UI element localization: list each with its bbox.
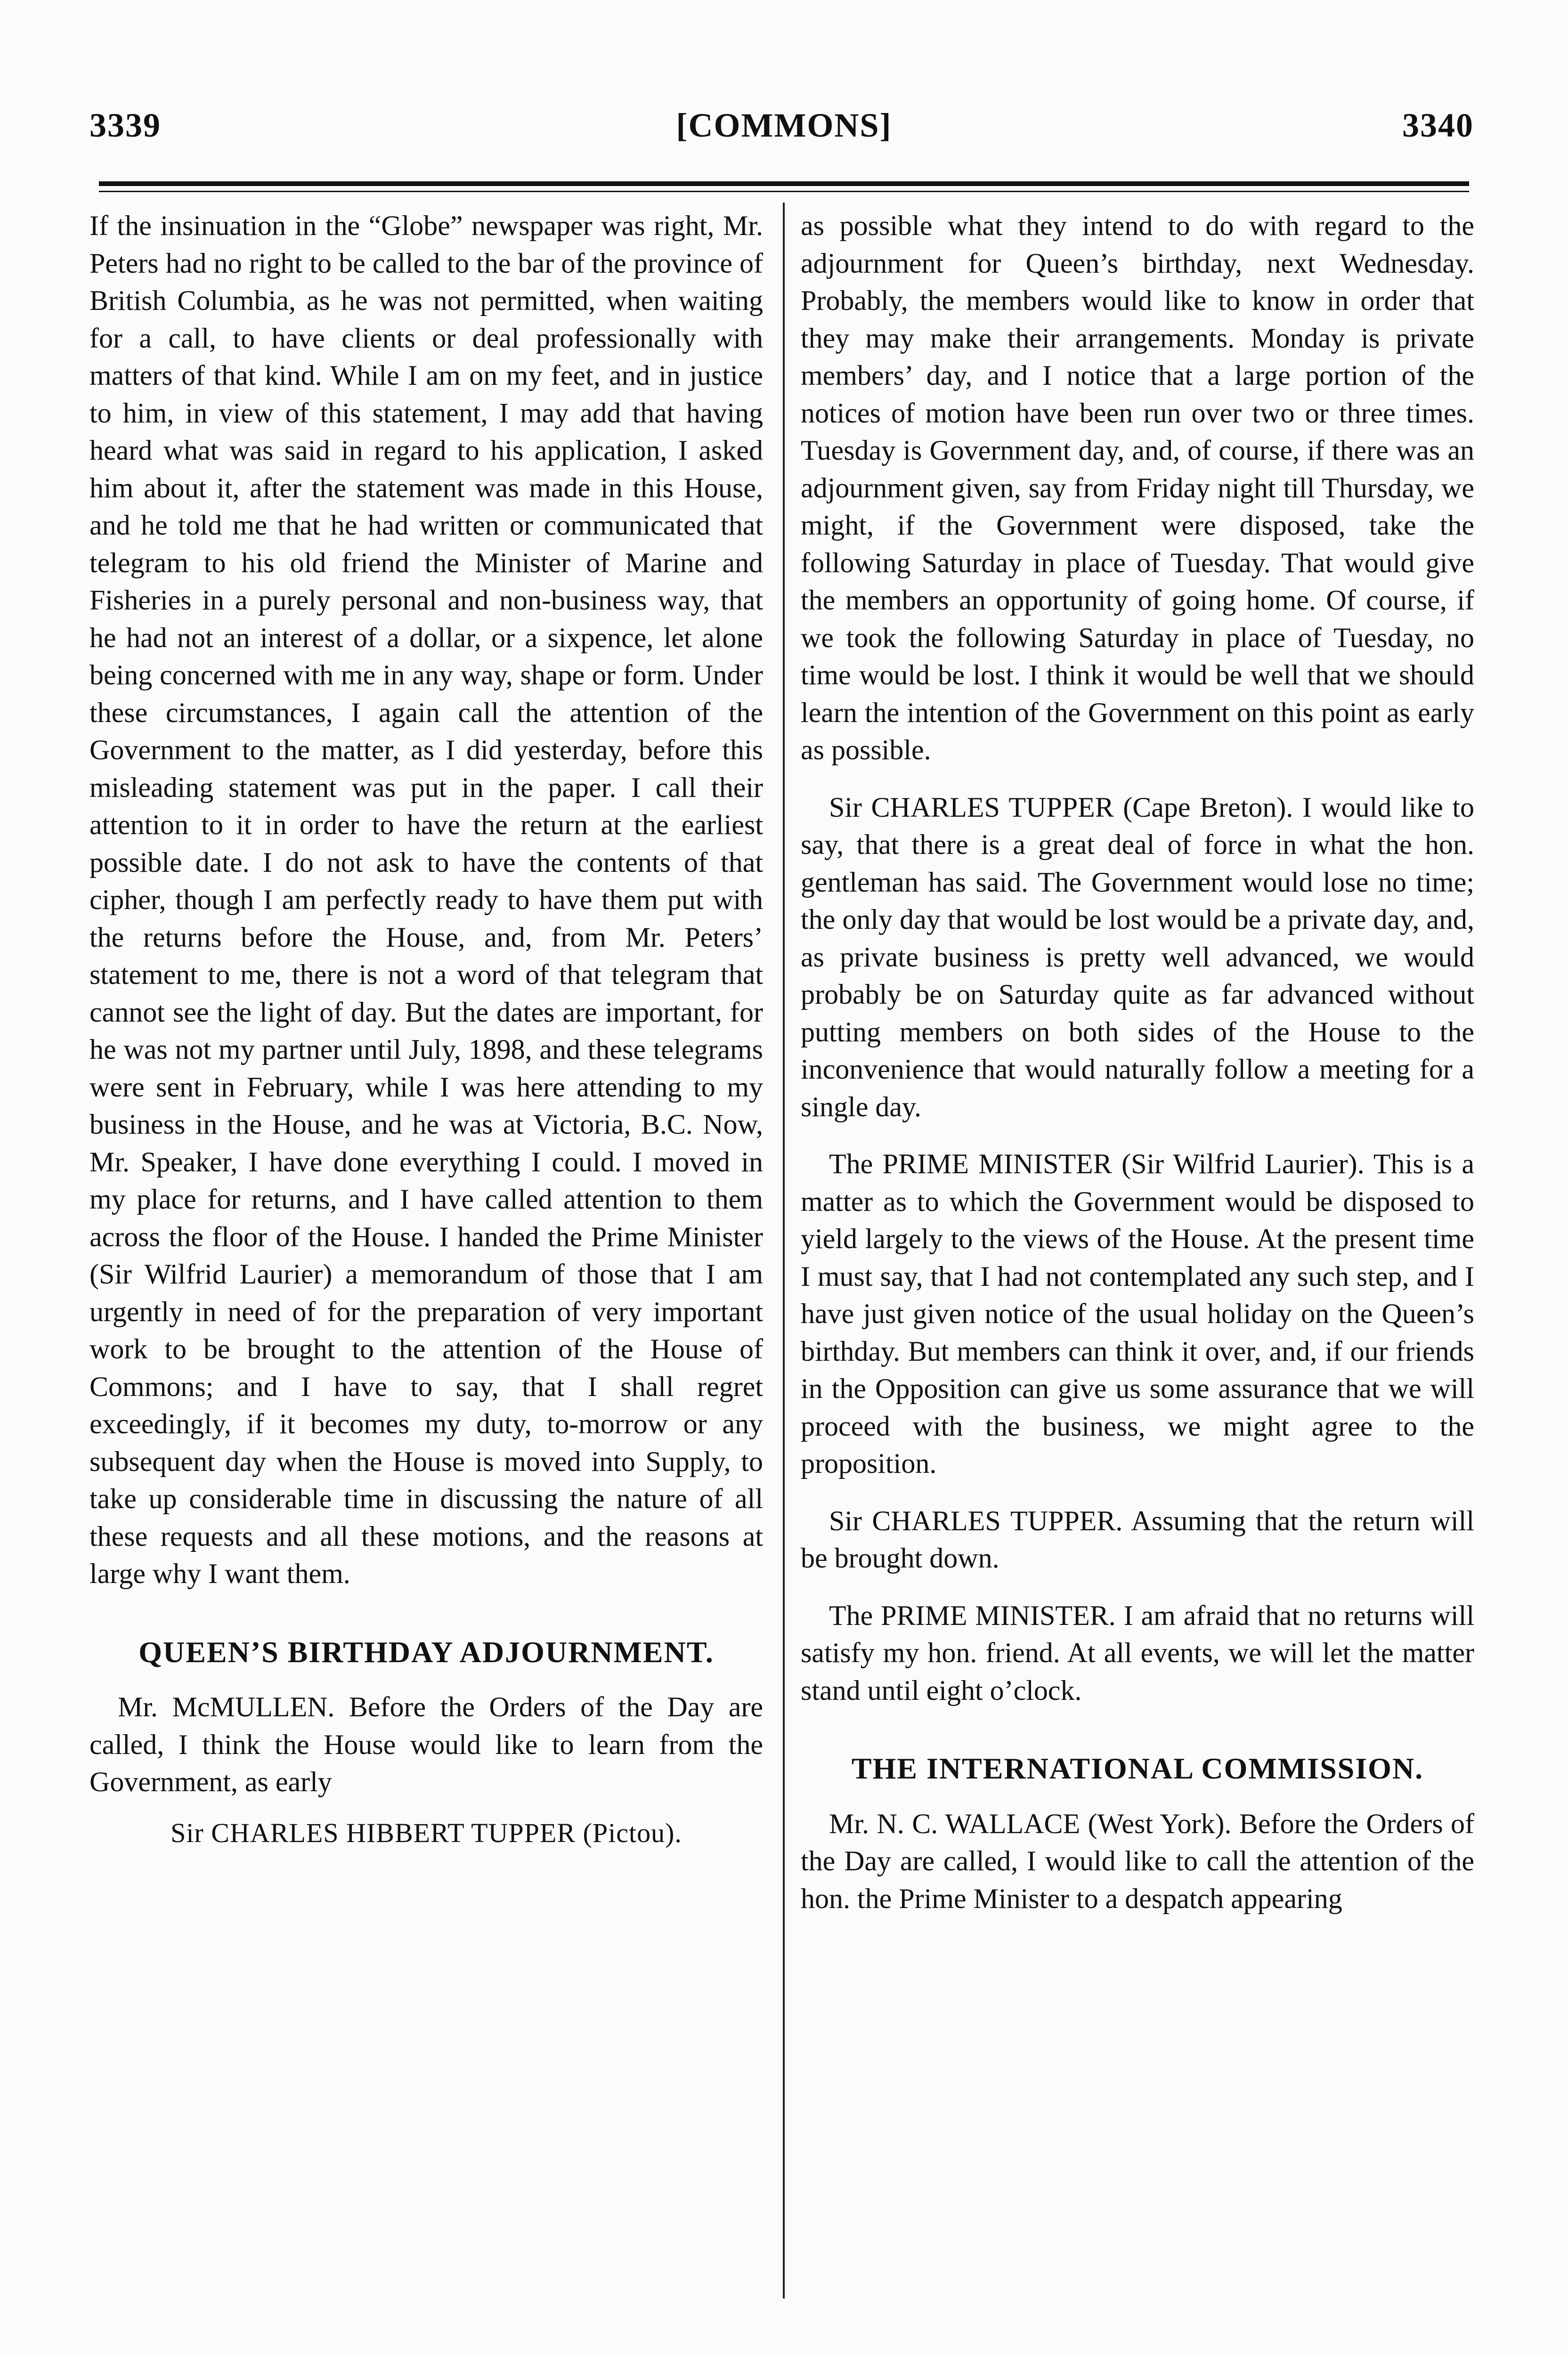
page-number-right: 3340 [1402, 106, 1474, 144]
column-divider [783, 203, 785, 2298]
header-rule-thin [99, 191, 1469, 192]
right-column [801, 207, 1474, 1917]
left-column [89, 207, 763, 1852]
right-paragraph-6: Mr. N. C. WALLACE (West York). Before the Orders of the Day are called, I would like to call the attention of the hon. the Prime Minister to a despatch appearing [801, 1808, 1474, 1914]
left-paragraph-2: Mr. McMULLEN. Before the Orders of the Day are called, I think the House would like to learn from the Government, as early [89, 1691, 763, 1797]
right-paragraph-2: Sir CHARLES TUPPER (Cape Breton). I would like to say, that there is a great deal of force in what the hon. gentleman has said. The Government would lose no time; the only day that would be lost would be a private day, and, as private business is pretty well advanced, we would probably be on Saturday quite as far advanced without putting members on both sides of the House to the inconvenience that would naturally follow a meeting for a single day. [801, 791, 1474, 1122]
section-heading-international-commission: THE INTERNATIONAL COMMISSION. [851, 1752, 1424, 1785]
left-footer-speaker: Sir CHARLES HIBBERT TUPPER (Pictou). [171, 1817, 682, 1848]
right-paragraph-1: as possible what they intend to do with regard to the adjournment for Queen’s birthday, next Wednesday. Probably, the members would like to know in order that they may make their arrangements. Monday is private members’ day, and I notice that a large portion of the notices of motion have been run over two or three times. Tuesday is Government day, and, of course, if there was an adjournment given, say from Friday night till Thursday, we might, if the Government were disposed, take the following Saturday in place of Tuesday. That would give the members an opportunity of going home. Of course, if we took the following Saturday in place of Tuesday, no time would be lost. I think it would be well that we should learn the intention of the Government on this point as early as possible. [801, 210, 1474, 765]
page-header-title: [COMMONS] [676, 106, 892, 144]
right-paragraph-5: The PRIME MINISTER. I am afraid that no returns will satisfy my hon. friend. At all events, we will let the matter stand until eight o’clock. [801, 1600, 1474, 1706]
left-paragraph-1: If the insinuation in the “Globe” newspaper was right, Mr. Peters had no right to be called to the bar of the province of British Columbia, as he was not permitted, when waiting for a call, to have clients or deal professionally with matters of that kind. While I am on my feet, and in justice to him, in view of this statement, I may add that having heard what was said in regard to his application, I asked him about it, after the statement was made in this House, and he told me that he had written or communicated that telegram to his old friend the Minister of Marine and Fisheries in a purely personal and non-business way, that he had not an interest of a dollar, or a sixpence, let alone being concerned with me in any way, shape or form. Under these circumstances, I again call the attention of the Government to the matter, as I did yesterday, before this misleading statement was put in the paper. I call their attention to it in order to have the return at the earliest possible date. I do not ask to have the contents of that cipher, though I am perfectly ready to have them put with the returns before the House, and, from Mr. Peters’ statement to me, there is not a word of that telegram that cannot see the light of day. But the dates are important, for he was not my partner until July, 1898, and these telegrams were sent in February, while I was here attending to my business in the House, and he was at Victoria, B.C. Now, Mr. Speaker, I have done everything I could. I moved in my place for returns, and I have called attention to them across the floor of the House. I handed the Prime Minister (Sir Wilfrid Laurier) a memorandum of those that I am urgently in need of for the preparation of very important work to be brought to the attention of the House of Commons; and I have to say, that I shall regret exceedingly, if it becomes my duty, to-morrow or any subsequent day when the House is moved into Supply, to take up considerable time in discussing the nature of all these requests and all these motions, and the reasons at large why I want them. [89, 210, 763, 1589]
header-rule-thick [99, 181, 1469, 186]
right-paragraph-3: The PRIME MINISTER (Sir Wilfrid Laurier). This is a matter as to which the Government would be disposed to yield largely to the views of the House. At the present time I must say, that I had not contemplated any such step, and I have just given notice of the usual holiday on the Queen’s birthday. But members can think it over, and, if our friends in the Opposition can give us some assurance that we will proceed with the business, we might agree to the proposition. [801, 1148, 1474, 1479]
right-paragraph-4: Sir CHARLES TUPPER. Assuming that the return will be brought down. [801, 1505, 1474, 1574]
section-heading-queens-birthday: QUEEN’S BIRTHDAY ADJOURNMENT. [138, 1635, 714, 1669]
page-number-left: 3339 [89, 106, 161, 144]
